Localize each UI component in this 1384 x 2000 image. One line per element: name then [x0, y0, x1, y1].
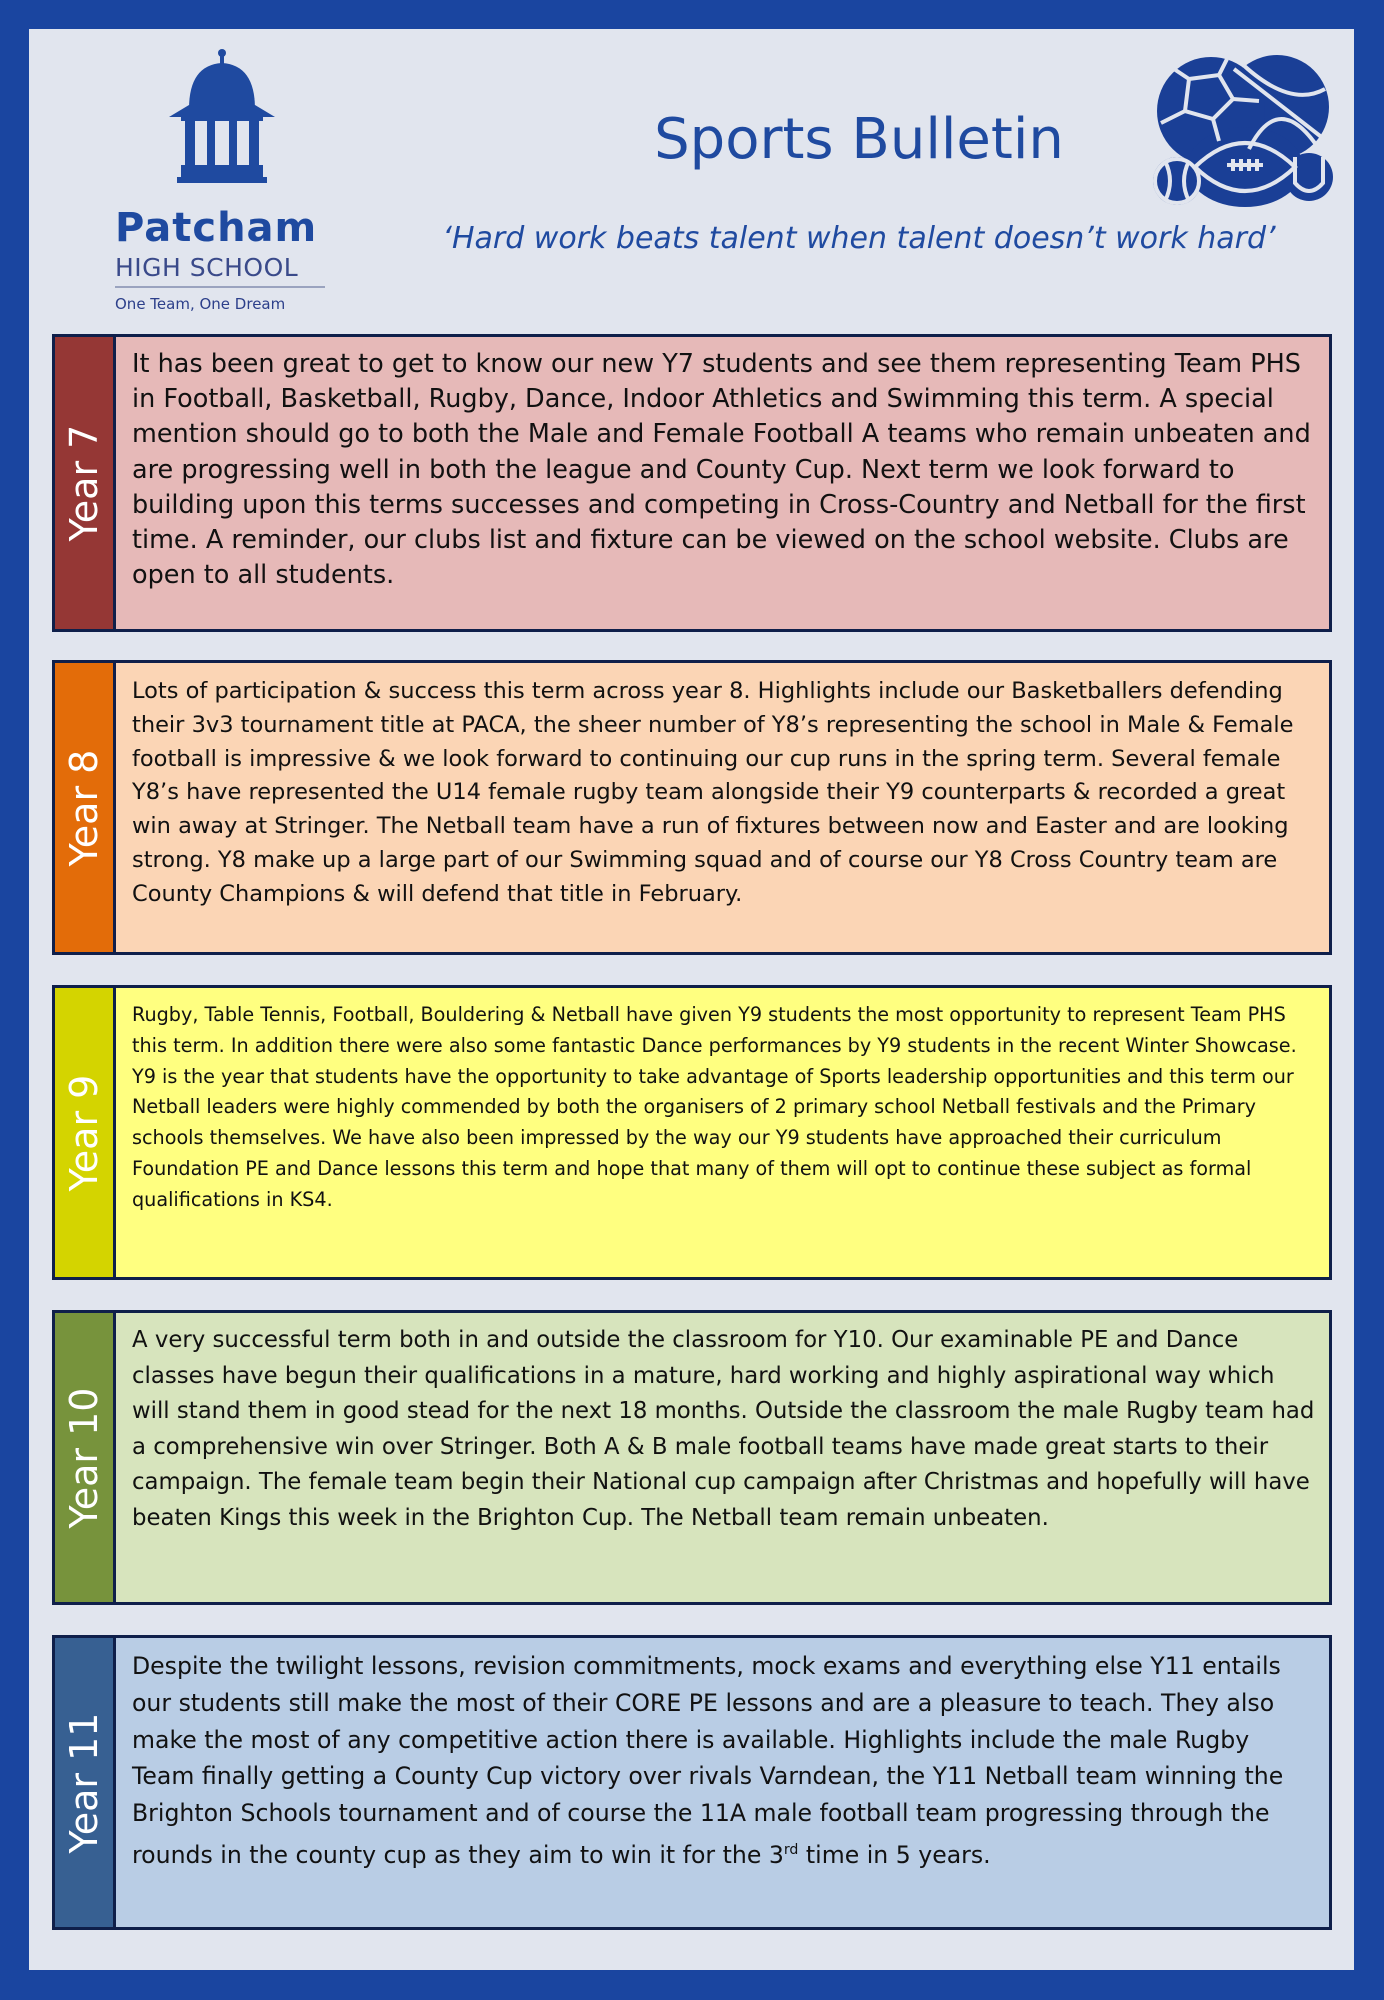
section-body [116, 1313, 1329, 1602]
section-text: Rugby, Table Tennis, Football, Bouldering & Netball have given Y9 students the most opportunity to represent Team PHS this term. In addition there were also some fantastic Dance performances by Y9 students in the recent Winter Showcase. Y9 is the year that students have the opportunity to take advantage of Sports leadership opportunities and this term our Netball leaders were highly commended by both the organisers of 2 primary school Netball festivals and the Primary schools themselves. We have also been impressed by the way our Y9 students have approached their curriculum Foundation PE and Dance lessons this term and hope that many of them will opt to continue these subject as formal qualifications in KS4. [132, 1003, 1297, 1211]
section-label-column [55, 663, 116, 952]
sports-balls-icon [1149, 49, 1339, 209]
section-body [116, 663, 1329, 952]
section-label-column [55, 337, 116, 629]
section-label-column [55, 1313, 116, 1602]
section-text: Lots of participation & success this term across year 8. Highlights include our Basketballers defending their 3v3 tournament title at PACA, the sheer number of Y8’s representing the school in Male & Female football is impressive & we look forward to continuing our cup runs in the spring term. Several female Y8’s have represented the U14 female rugby team alongside their Y9 counterparts & recorded a great win away at Stringer. The Netball team have a run of fixtures between now and Easter and are looking strong. Y8 make up a large part of our Swimming squad and of course our Y8 Cross Country team are County Champions & will defend that title in February. [132, 678, 1294, 907]
section-text: It has been great to get to know our new Y7 students and see them representing Team PHS in Football, Basketball, Rugby, Dance, Indoor Athletics and Swimming this term. A special mention should go to both the Male and Female Football A teams who remain unbeaten and are progressing well in both the league and County Cup. Next term we look forward to building upon this terms successes and competing in Cross-Country and Netball for the first time. A reminder, our clubs list and fixture can be viewed on the school website. Clubs are open to all students. [132, 349, 1311, 591]
section-label-column [55, 1638, 116, 1927]
school-name: Patcham [115, 205, 318, 251]
section-body [116, 1638, 1329, 1927]
section-body [116, 988, 1329, 1277]
section-label-column [55, 988, 116, 1277]
section-label: Year 8 [62, 749, 106, 866]
section-text-end: time in 5 years. [798, 1840, 991, 1869]
section-year-7 [52, 334, 1332, 632]
bulletin-page [29, 29, 1354, 1970]
section-body [116, 337, 1329, 629]
school-subtitle: HIGH SCHOOL [115, 253, 325, 288]
section-label: Year 11 [62, 1712, 106, 1853]
section-label: Year 10 [62, 1387, 106, 1528]
page-title: Sports Bulletin [654, 107, 1064, 172]
section-text: A very successful term both in and outside the classroom for Y10. Our examinable PE and Dance classes have begun their qualifications in a mature, hard working and highly aspirational way which will stand them in good stead for the next 18 months. Outside the classroom the male Rugby team had a comprehensive win over Stringer. Both A & B male football teams have made great starts to their campaign. The female team begin their National cup campaign after Christmas and hopefully will have beaten Kings this week in the Brighton Cup. The Netball team remain unbeaten. [132, 1327, 1315, 1531]
ordinal-suffix: rd [783, 1841, 799, 1858]
section-text [132, 1648, 1315, 1874]
section-label: Year 9 [62, 1074, 106, 1191]
section-label: Year 7 [62, 424, 106, 542]
motto-quote: ‘Hard work beats talent when talent doesn’t work hard’ [442, 221, 1276, 256]
school-logo [107, 47, 337, 317]
section-year-10 [52, 1310, 1332, 1605]
gazebo-logo-icon [167, 47, 277, 197]
section-text-main: Despite the twilight lessons, revision commitments, mock exams and everything else Y11 entails our students still make the most of their CORE PE lessons and are a pleasure to teach. They also make the most of any competitive action there is available. Highlights include the male Rugby Team finally getting a County Cup victory over rivals Varndean, the Y11 Netball team winning the Brighton Schools tournament and of course the 11A male football team progressing through the rounds in the county cup as they aim to win it for the 3 [132, 1652, 1284, 1869]
section-year-9 [52, 985, 1332, 1280]
section-year-11 [52, 1635, 1332, 1930]
school-tagline: One Team, One Dream [115, 295, 286, 313]
section-year-8 [52, 660, 1332, 955]
